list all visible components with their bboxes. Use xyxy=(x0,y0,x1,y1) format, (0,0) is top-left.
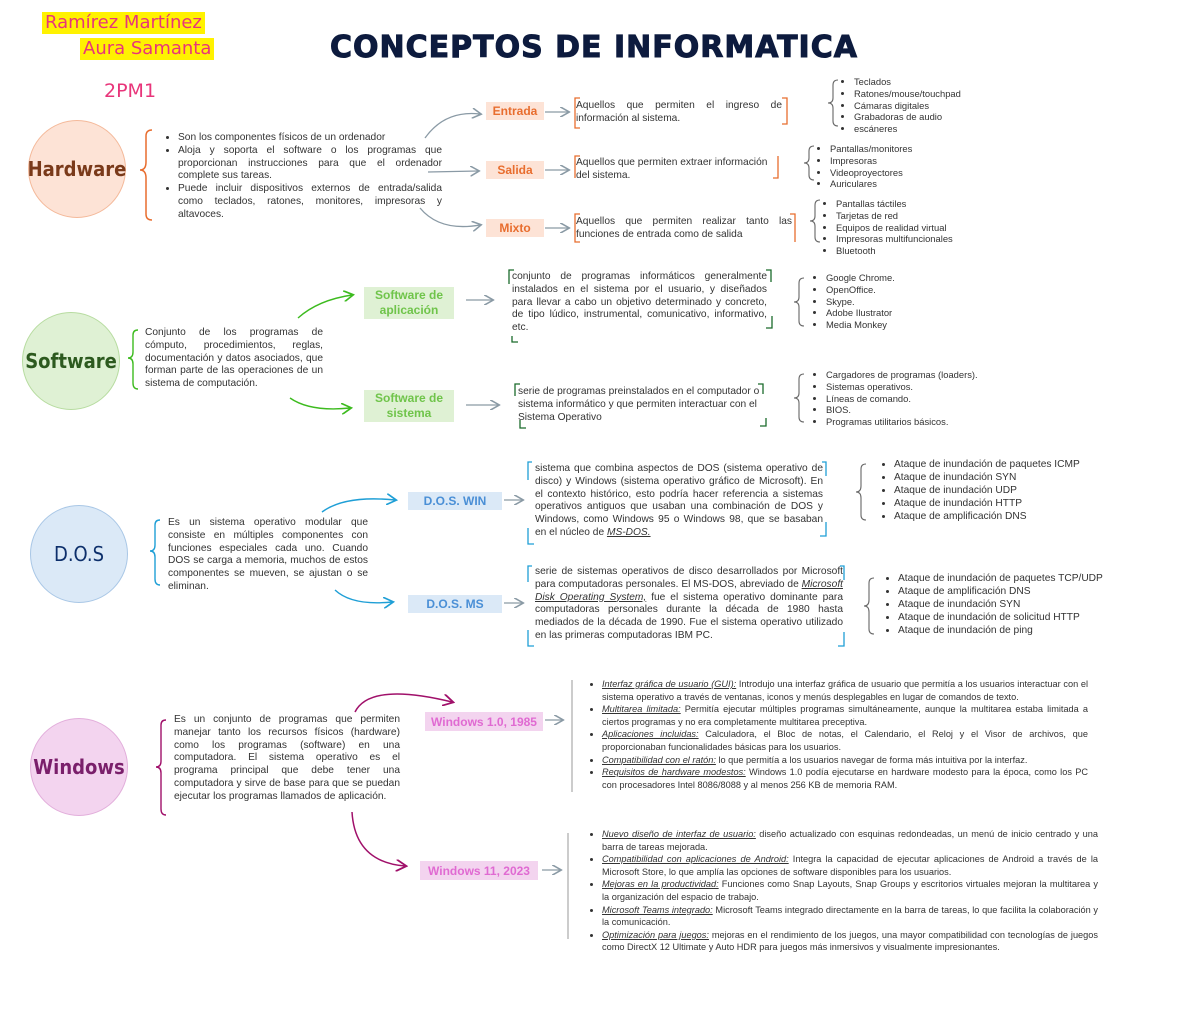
sw-arrow-sys xyxy=(290,398,350,409)
dos-ms-examples xyxy=(882,572,1158,637)
salida-examples xyxy=(816,143,980,190)
feature-title: Multitarea limitada: xyxy=(602,704,681,715)
tag-dos-ms: D.O.S. MS xyxy=(408,595,502,613)
feature-text: mejoras en el rendimiento de los juegos, una mayor compatibilidad con tecnologías de juegos como DirectX 12 Ultimate y Auto HDR para juegos más inmersivos y visualmente impresionantes. xyxy=(602,929,1098,953)
dos-win-text xyxy=(535,463,823,540)
example-item: • OpenOffice. xyxy=(826,284,966,296)
windows-11-features xyxy=(586,828,1098,954)
example-item: • Bluetooth xyxy=(836,245,1006,257)
tag-entrada: Entrada xyxy=(486,102,544,120)
dos-ms-brace xyxy=(864,578,874,634)
example-item: • Programas utilitarios básicos. xyxy=(826,416,1026,428)
feature-item xyxy=(602,766,1088,791)
win-arrow-1 xyxy=(355,694,452,712)
mixto-examples xyxy=(822,198,1006,257)
dos-ms-text xyxy=(535,566,843,643)
feature-text: Introdujo una interfaz gráfica de usuario que permitía a los usuarios interactuar con el sistema operativo a través de ventanas, iconos y menús desplegables en lugar de comandos de texto. xyxy=(602,679,1088,702)
tag-software-sistema: Software de sistema xyxy=(364,390,454,422)
software-sistema-examples xyxy=(812,369,1026,428)
feature-item xyxy=(602,754,1088,767)
hw-brace xyxy=(140,130,152,220)
feature-text: Microsoft Teams integrado directamente en la barra de tareas, lo que facilita la colaboración y la comunicación. xyxy=(602,904,1099,928)
software-description: Conjunto de los programas de cómputo, procedimientos, reglas, documentación y datos asociados, que forman parte de las operaciones de un sistema de computación. xyxy=(145,327,323,390)
sys-brace xyxy=(794,374,804,422)
dos-brace xyxy=(150,520,160,585)
example-item: • Ataque de inundación de paquetes ICMP xyxy=(894,458,1134,471)
msdos-name-link[interactable]: Microsoft Disk Operating System, xyxy=(535,578,843,603)
dos-arrow-win xyxy=(322,499,395,512)
tag-salida: Salida xyxy=(486,161,544,179)
example-item: • Ratones/mouse/touchpad xyxy=(854,88,1014,100)
example-item: • Líneas de comando. xyxy=(826,393,1026,405)
feature-title: Optimización para juegos: xyxy=(602,929,709,940)
feature-item xyxy=(602,929,1098,954)
author-name: Aura Samanta xyxy=(80,38,214,60)
salida-brace xyxy=(804,146,814,180)
salida-text: Aquellos que permiten extraer información del sistema. xyxy=(576,157,768,181)
example-item: • Ataque de amplificación DNS xyxy=(894,510,1134,523)
feature-title: Compatibilidad con el ratón: xyxy=(602,754,716,765)
example-item: • Impresoras multifuncionales xyxy=(836,233,1006,245)
dos-win-body: sistema que combina aspectos de DOS (sistema operativo de disco) y Windows (sistema operativo gráfico de Microsoft). En el contexto histórico, esto podría hacer referencia a sistemas operativos antiguos que usaban una combinación de DOS y Windows, como Windows 95 o Windows 98, que se basaban en el núcleo de xyxy=(535,463,823,538)
feature-item xyxy=(602,703,1088,728)
feature-text: lo que permitía a los usuarios navegar de forma más intuitiva por la interfaz. xyxy=(715,754,1028,765)
feature-title: Interfaz gráfica de usuario (GUI): xyxy=(602,679,737,689)
feature-title: Microsoft Teams integrado: xyxy=(602,904,713,915)
feature-text: Permitía ejecutar múltiples programas simultáneamente, aunque la multitarea estaba limitada a ciertos programas y no era completamente multitarea preceptiva. xyxy=(602,704,1088,727)
feature-title: Compatibilidad con aplicaciones de Android: xyxy=(602,854,789,865)
dos-ms-body-after: fue el sistema operativo dominante para computadoras personales durante la década de 1980 hasta mediados de la década de 1990. Fue el sistema operativo utilizado en las primeras computadoras IBM PC. xyxy=(535,591,843,641)
hardware-desc-item: • Son los componentes físicos de un ordenador xyxy=(178,132,442,145)
example-item: • Pantallas táctiles xyxy=(836,198,1006,210)
feature-item xyxy=(602,828,1098,853)
example-item: • Cargadores de programas (loaders). xyxy=(826,369,1026,381)
entrada-brace xyxy=(828,80,838,126)
tag-windows-11: Windows 11, 2023 xyxy=(420,861,538,880)
feature-title: Requisitos de hardware modestos: xyxy=(602,767,746,778)
feature-text: Calculadora, el Bloc de notas, el Calendario, el Reloj y el Visor de archivos, que proporcionaban funcionalidades básicas para los usuarios. xyxy=(602,729,1088,752)
example-item: • Ataque de inundación SYN xyxy=(898,598,1158,611)
group-label: 2PM1 xyxy=(104,80,157,102)
example-item: • escáneres xyxy=(854,123,1014,135)
example-item: • BIOS. xyxy=(826,404,1026,416)
example-item: • Google Chrome. xyxy=(826,272,966,284)
feature-text: Integra la capacidad de ejecutar aplicaciones de Android a través de la Microsoft Store, lo que amplía las opciones de software disponibles para los usuarios. xyxy=(602,854,1098,877)
windows-node: Windows xyxy=(30,718,128,816)
feature-text: diseño actualizado con esquinas redondeadas, un menú de inicio centrado y una barra de tareas mejorada. xyxy=(602,829,1098,852)
windows-1-features xyxy=(586,678,1088,791)
feature-item xyxy=(602,904,1098,929)
example-item: • Media Monkey xyxy=(826,319,966,331)
example-item: • Grabadoras de audio xyxy=(854,111,1014,123)
dos-ms-body-before: serie de sistemas operativos de disco desarrollados por Microsoft para computadoras personales. El MS-DOS, abreviado de xyxy=(535,566,843,590)
win-brace xyxy=(156,720,166,815)
entrada-text: Aquellos que permiten el ingreso de información al sistema. xyxy=(576,100,782,124)
example-item: • Ataque de inundación UDP xyxy=(894,484,1134,497)
windows-description: Es un conjunto de programas que permiten manejar tanto los recursos físicos (hardware) como los programas (software) en una computadora. El sistema operativo es el programa principal que debe tener una computadora y sirve de base para que se puedan ejecutar los programas llamados de aplicación. xyxy=(174,714,400,802)
example-item: • Ataque de inundación SYN xyxy=(894,471,1134,484)
example-item: • Sistemas operativos. xyxy=(826,381,1026,393)
win-arrow-11 xyxy=(352,812,405,866)
software-aplicacion-text: conjunto de programas informáticos generalmente instalados en el sistema por el usuario, y diseñados para llevar a cabo un objetivo determinado y concreto, de tipo lúdico, instrumental, comunicativo, informativo, etc. xyxy=(512,271,767,334)
app-brace xyxy=(794,278,804,326)
example-item: • Skype. xyxy=(826,296,966,308)
feature-text: Windows 1.0 podía ejecutarse en hardware modesto para la época, como los PC con procesadores Intel 8086/8088 y al menos 256 KB de memoria RAM. xyxy=(602,767,1088,790)
software-aplicacion-examples xyxy=(812,272,966,331)
tag-mixto: Mixto xyxy=(486,219,544,237)
example-item: • Ataque de inundación de paquetes TCP/UDP xyxy=(898,572,1158,585)
hardware-description xyxy=(162,132,442,222)
ms-dos-link[interactable]: MS-DOS. xyxy=(606,526,651,538)
software-node: Software xyxy=(22,312,120,410)
author-surname: Ramírez Martínez xyxy=(42,12,205,34)
feature-item xyxy=(602,853,1098,878)
feature-title: Mejoras en la productividad: xyxy=(602,879,719,890)
feature-text: Funciones como Snap Layouts, Snap Groups y escritorios virtuales mejoran la multitarea y la organización del espacio de trabajo. xyxy=(602,879,1098,902)
example-item: • Teclados xyxy=(854,76,1014,88)
hardware-desc-item: • Aloja y soporta el software o los programas que proporcionan instrucciones para que el ordenador complete sus tareas. xyxy=(178,145,442,183)
entrada-examples xyxy=(840,76,1014,135)
tag-windows-1: Windows 1.0, 1985 xyxy=(425,712,543,731)
example-item: • Cámaras digitales xyxy=(854,100,1014,112)
dos-node: D.O.S xyxy=(30,505,128,603)
page-title: CONCEPTOS DE INFORMATICA xyxy=(330,30,858,65)
example-item: • Ataque de inundación HTTP xyxy=(894,497,1134,510)
sw-arrow-app xyxy=(298,295,352,318)
dos-win-brace xyxy=(856,464,866,520)
hardware-node: Hardware xyxy=(28,120,126,218)
example-item: • Ataque de inundación de ping xyxy=(898,624,1158,637)
example-item: • Videoproyectores xyxy=(830,167,980,179)
example-item: • Ataque de inundación de solicitud HTTP xyxy=(898,611,1158,624)
mixto-brace xyxy=(810,200,820,242)
feature-title: Aplicaciones incluidas: xyxy=(602,729,699,740)
tag-software-aplicacion: Software de aplicación xyxy=(364,287,454,319)
dos-description: Es un sistema operativo modular que consiste en múltiples componentes con funciones especiales cada uno. Cuando DOS se carga a memoria, muchos de estos componentes se mueven, se ajustan o se eliminan. xyxy=(168,517,368,592)
feature-item xyxy=(602,878,1098,903)
feature-item xyxy=(602,728,1088,753)
mixto-text: Aquellos que permiten realizar tanto las funciones de entrada como de salida xyxy=(576,216,792,240)
hardware-desc-item: • Puede incluir dispositivos externos de entrada/salida como teclados, ratones, monitores, impresoras y altavoces. xyxy=(178,183,442,221)
example-item: • Pantallas/monitores xyxy=(830,143,980,155)
example-item: • Impresoras xyxy=(830,155,980,167)
example-item: • Auriculares xyxy=(830,178,980,190)
sw-brace xyxy=(128,330,138,389)
tag-dos-win: D.O.S. WIN xyxy=(408,492,502,510)
dos-win-examples xyxy=(878,458,1134,523)
feature-item xyxy=(602,678,1088,703)
example-item: • Ataque de amplificación DNS xyxy=(898,585,1158,598)
example-item: • Adobe Ilustrator xyxy=(826,307,966,319)
example-item: • Tarjetas de red xyxy=(836,210,1006,222)
example-item: • Equipos de realidad virtual xyxy=(836,222,1006,234)
feature-title: Nuevo diseño de interfaz de usuario: xyxy=(602,829,756,839)
software-sistema-text: serie de programas preinstalados en el computador o sistema informático y que permiten interactuar con el Sistema Operativo xyxy=(518,386,760,423)
